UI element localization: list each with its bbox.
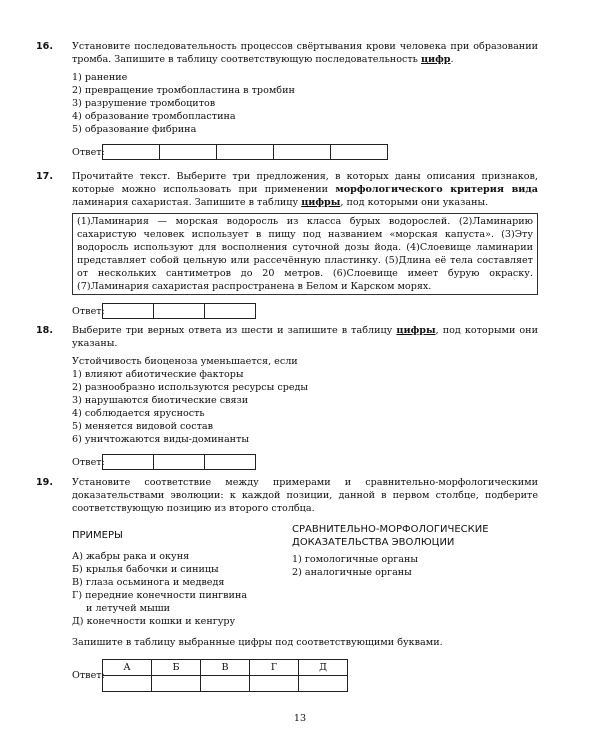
option: 6) уничтожаются виды-доминанты (72, 434, 250, 445)
matching-columns (72, 523, 538, 628)
example-item: Д) конечности кошки и кенгуру (72, 616, 236, 627)
question-number: 17. (36, 171, 53, 182)
column-title: СРАВНИТЕЛЬНО-МОРФОЛОГИЧЕСКИЕ ДОКАЗАТЕЛЬСТВА ЭВОЛЮЦИИ (292, 524, 489, 548)
answer-cell[interactable] (331, 145, 388, 160)
evidence-item: 1) гомологичные органы (292, 554, 419, 565)
question-text: Установите соответствие между примерами и сравнительно-морфологическими доказательствами эволюции: к каждой позиции, данной в первом столбце, подберите соответствующую позицию из второго столбца. (72, 477, 538, 514)
letter-header: А (103, 660, 152, 676)
answer-cell[interactable] (205, 455, 256, 470)
answer-row (72, 659, 538, 692)
question-16 (36, 40, 538, 160)
question-lead: Устойчивость биоценоза уменьшается, если (72, 356, 298, 367)
answer-row (72, 454, 538, 470)
option: 3) нарушаются биотические связи (72, 395, 249, 406)
example-item: В) глаза осьминога и медведя (72, 577, 225, 588)
option: 5) образование фибрина (72, 124, 197, 135)
option: 3) разрушение тромбоцитов (72, 98, 216, 109)
option: 2) разнообразно используются ресурсы среды (72, 382, 309, 393)
answer-row (72, 144, 538, 160)
question-text: Выберите три верных ответа из шести и запишите в таблицу цифры, под которыми они указаны. (72, 325, 538, 349)
answer-table (102, 144, 388, 160)
options-list (72, 355, 538, 446)
answer-label: Ответ: (72, 146, 105, 158)
answer-cell[interactable] (217, 145, 274, 160)
question-text: Прочитайте текст. Выберите три предложения, в которых даны описания признаков, которые можно использовать при применении морфологического критерия вида ламинария сахаристая. Запишите в таблицу цифры, под которыми они указаны. (72, 171, 538, 208)
answer-label: Ответ: (72, 305, 105, 317)
answer-cell[interactable] (274, 145, 331, 160)
answer-label: Ответ: (72, 456, 105, 468)
answer-cell[interactable] (205, 304, 256, 319)
example-item-continuation: и летучей мыши (86, 603, 171, 614)
option: 1) ранение (72, 72, 128, 83)
examples-column (72, 523, 292, 628)
option: 4) соблюдается ярусность (72, 408, 205, 419)
answer-row (72, 303, 538, 319)
page-number: 13 (293, 713, 307, 724)
option: 5) меняется видовой состав (72, 421, 213, 432)
answer-cell[interactable] (154, 455, 205, 470)
question-19 (36, 476, 538, 692)
letter-header: Г (250, 660, 299, 676)
answer-table (102, 659, 348, 692)
evidence-column (292, 523, 512, 628)
answer-table (102, 454, 256, 470)
example-item: Г) передние конечности пингвина (72, 590, 248, 601)
evidence-item: 2) аналогичные органы (292, 567, 412, 578)
answer-cell[interactable] (103, 145, 160, 160)
question-number: 18. (36, 325, 53, 336)
answer-cell[interactable] (154, 304, 205, 319)
question-text: Установите последовательность процессов свёртывания крови человека при образовании тромба. Запишите в таблицу соответствующую последовательность цифр. (72, 41, 538, 65)
letter-header: В (201, 660, 250, 676)
text-passage: (1)Ламинария — морская водоросль из класса бурых водорослей. (2)Ламинарию сахаристую человек использует в пищу под названием «морская капуста». (3)Эту водоросль используют для восполнения суточной дозы йода. (4)Слоевище ламинарии представляет собой цельную или рассечённую пластинку. (5)Длина её тела составляет от нескольких сантиметров до 20 метров. (6)Слоевище имеет бурую окраску. (7)Ламинария сахаристая распространена в Белом и Карском морях. (72, 213, 538, 295)
answer-cell[interactable] (152, 676, 201, 692)
option: 1) влияют абиотические факторы (72, 369, 244, 380)
answer-cell[interactable] (103, 304, 154, 319)
answer-label: Ответ: (72, 670, 105, 681)
question-17 (36, 170, 538, 319)
answer-cell[interactable] (201, 676, 250, 692)
option: 4) образование тромбопластина (72, 111, 236, 122)
column-title: ПРИМЕРЫ (72, 530, 123, 541)
option: 2) превращение тромбопластина в тромбин (72, 85, 295, 96)
answer-cell[interactable] (160, 145, 217, 160)
answer-cell[interactable] (299, 676, 348, 692)
letter-header: Б (152, 660, 201, 676)
question-number: 16. (36, 41, 53, 52)
question-number: 19. (36, 477, 53, 488)
answer-table (102, 303, 256, 319)
answer-cell[interactable] (250, 676, 299, 692)
table-instruction: Запишите в таблицу выбранные цифры под соответствующими буквами. (72, 637, 443, 648)
answer-cell[interactable] (103, 455, 154, 470)
answer-cell[interactable] (103, 676, 152, 692)
example-item: Б) крылья бабочки и синицы (72, 564, 219, 575)
example-item: А) жабры рака и окуня (72, 551, 190, 562)
options-list (72, 71, 538, 136)
letter-header: Д (299, 660, 348, 676)
question-18 (36, 324, 538, 470)
